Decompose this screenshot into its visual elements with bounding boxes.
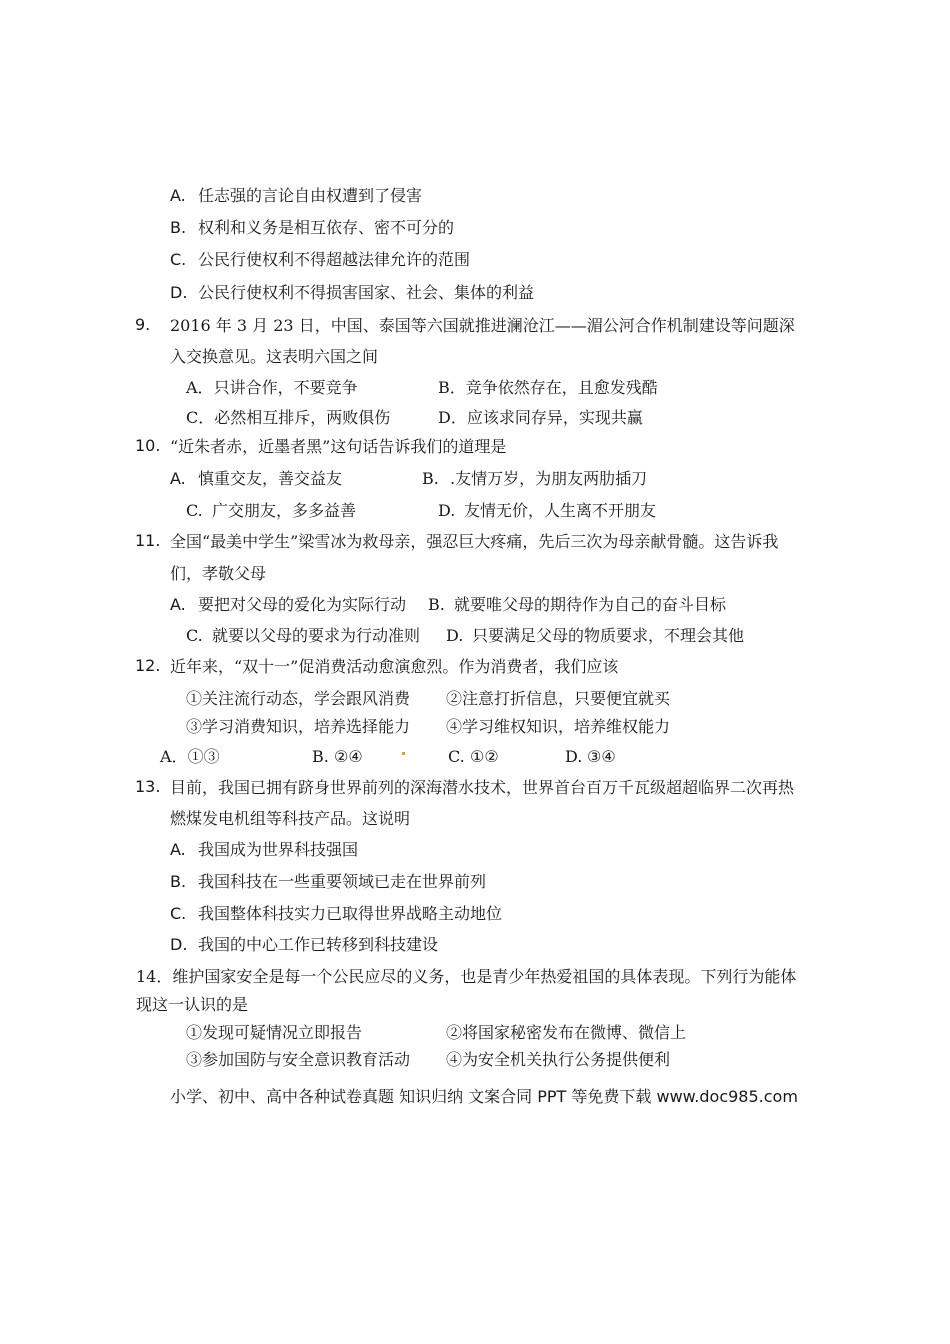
q11-number: 11.	[135, 531, 161, 550]
option-text: 公民行使权利不得超越法律允许的范围	[198, 250, 471, 269]
q14-item-3: ③参加国防与安全意识教育活动	[186, 1050, 411, 1069]
option-label: C．	[186, 408, 215, 427]
q11-stem-line1: 全国“最美中学生”梁雪冰为救母亲，强忍巨大疼痛，先后三次为母亲献骨髓。这告诉我	[170, 532, 779, 551]
option-text: 我国的中心工作已转移到科技建设	[198, 935, 439, 954]
option-text: 任志强的言论自由权遭到了侵害	[198, 186, 423, 205]
option-label: C.	[186, 501, 203, 520]
option-text: 只要满足父母的物质要求，不理会其他	[472, 626, 745, 645]
q13-option-b	[170, 871, 486, 893]
option-text: 必然相互排斥，两败俱伤	[214, 408, 391, 427]
option-text: 公民行使权利不得损害国家、社会、集体的利益	[198, 283, 535, 302]
q14-item-4: ④为安全机关执行公务提供便利	[446, 1050, 671, 1069]
q12-option-d	[565, 746, 616, 768]
q8-option-a	[170, 185, 422, 207]
option-text: 只讲合作，不要竞争	[213, 378, 358, 397]
option-text: ②④	[334, 747, 363, 766]
q12-option-c	[448, 746, 499, 768]
option-label: D．	[438, 408, 467, 427]
q12-item-4: ④学习维权知识，培养维权能力	[446, 717, 671, 736]
q12-option-b	[312, 746, 363, 768]
option-text: 慎重交友，善交益友	[198, 469, 343, 488]
q12-item-1: ①关注流行动态，学会跟风消费	[186, 689, 411, 708]
option-text: 就要以父母的要求为行动准则	[212, 626, 421, 645]
option-label: D.	[170, 935, 188, 954]
q13-number: 13.	[135, 777, 161, 796]
q8-option-c	[170, 249, 470, 271]
option-label: C.	[448, 747, 465, 766]
option-label: D.	[565, 747, 583, 766]
q8-option-d	[170, 282, 534, 304]
q13-option-c	[170, 903, 502, 925]
option-text: 我国成为世界科技强国	[198, 840, 359, 859]
option-label: D.	[438, 501, 456, 520]
option-text: 友情无价，人生离不开朋友	[464, 501, 657, 520]
q13-option-d	[170, 934, 438, 956]
option-text: 权利和义务是相互依存、密不可分的	[198, 218, 455, 237]
q9-option-b	[438, 377, 658, 399]
option-label: D.	[170, 283, 188, 302]
q10-option-d	[438, 500, 656, 522]
option-text: 我国整体科技实力已取得世界战略主动地位	[198, 904, 503, 923]
q9-stem-line1: 2016 年 3 月 23 日，中国、泰国等六国就推进澜沧江——湄公河合作机制建设等问题深	[170, 316, 795, 335]
option-label: A.	[170, 186, 186, 205]
q10-stem: “近朱者赤，近墨者黑”这句话告诉我们的道理是	[170, 437, 507, 456]
page-footer: 小学、初中、高中各种试卷真题 知识归纳 文案合同 PPT 等免费下载 www.doc985.com	[170, 1087, 798, 1106]
q12-number: 12.	[135, 656, 161, 675]
option-text: 就要唯父母的期待作为自己的奋斗目标	[454, 595, 727, 614]
option-text: 要把对父母的爱化为实际行动	[198, 595, 407, 614]
option-label: A．	[186, 378, 214, 397]
option-label: C.	[186, 626, 203, 645]
q14-stem-line1: 14．维护国家安全是每一个公民应尽的义务，也是青少年热爱祖国的具体表现。下列行为能体	[136, 967, 797, 986]
q9-option-c	[186, 407, 390, 429]
q12-item-3: ③学习消费知识，培养选择能力	[186, 717, 411, 736]
option-text: 我国科技在一些重要领域已走在世界前列	[198, 872, 487, 891]
q11-option-d	[446, 625, 744, 647]
option-text: 广交朋友，多多益善	[212, 501, 357, 520]
q11-option-c	[186, 625, 420, 647]
q13-option-a	[170, 839, 358, 861]
q11-stem-line2: 们，孝敬父母	[170, 564, 267, 583]
option-label: B.	[170, 872, 187, 891]
q9-option-a	[186, 377, 358, 399]
option-text: .友情万岁，为朋友两肋插刀	[450, 469, 648, 488]
q8-option-b	[170, 217, 454, 239]
option-label: B．	[438, 378, 466, 397]
q12-option-a	[160, 746, 220, 768]
option-label: A.	[170, 840, 186, 859]
option-text: 竞争依然存在，且愈发残酷	[465, 378, 658, 397]
option-text: ③④	[587, 747, 616, 766]
q10-option-a	[170, 468, 342, 490]
option-text: ①③	[187, 747, 220, 766]
option-text: ①②	[470, 747, 499, 766]
option-label: A.	[170, 595, 186, 614]
q12-stem: 近年来，“双十一”促消费活动愈演愈烈。作为消费者，我们应该	[170, 657, 619, 676]
option-label: C.	[170, 250, 187, 269]
option-label: C.	[170, 904, 187, 923]
q12-item-2: ②注意打折信息，只要便宜就买	[446, 689, 671, 708]
q10-number: 10.	[135, 436, 161, 455]
option-label: D.	[446, 626, 464, 645]
option-label: B.	[312, 747, 329, 766]
q10-option-c	[186, 500, 356, 522]
q9-stem-line2: 入交换意见。这表明六国之间	[170, 347, 379, 366]
q11-option-b	[428, 594, 726, 616]
q9-option-d	[438, 407, 643, 429]
q14-stem-line2: 现这一认识的是	[136, 995, 249, 1014]
option-label: B.	[170, 218, 187, 237]
option-label: B.	[428, 595, 445, 614]
q10-option-b	[422, 468, 647, 490]
option-label: A.	[170, 469, 186, 488]
q11-option-a	[170, 594, 406, 616]
option-text: 应该求同存异，实现共赢	[466, 408, 643, 427]
option-label: B.	[422, 469, 439, 488]
q13-stem-line2: 燃煤发电机组等科技产品。这说明	[170, 809, 411, 828]
q14-item-1: ①发现可疑情况立即报告	[186, 1023, 363, 1042]
q9-number: 9.	[135, 315, 151, 334]
option-label: A．	[160, 747, 188, 766]
stray-dot-mark	[402, 752, 405, 755]
q14-item-2: ②将国家秘密发布在微博、微信上	[446, 1023, 687, 1042]
q13-stem-line1: 目前，我国已拥有跻身世界前列的深海潜水技术，世界首台百万千瓦级超超临界二次再热	[170, 778, 795, 797]
